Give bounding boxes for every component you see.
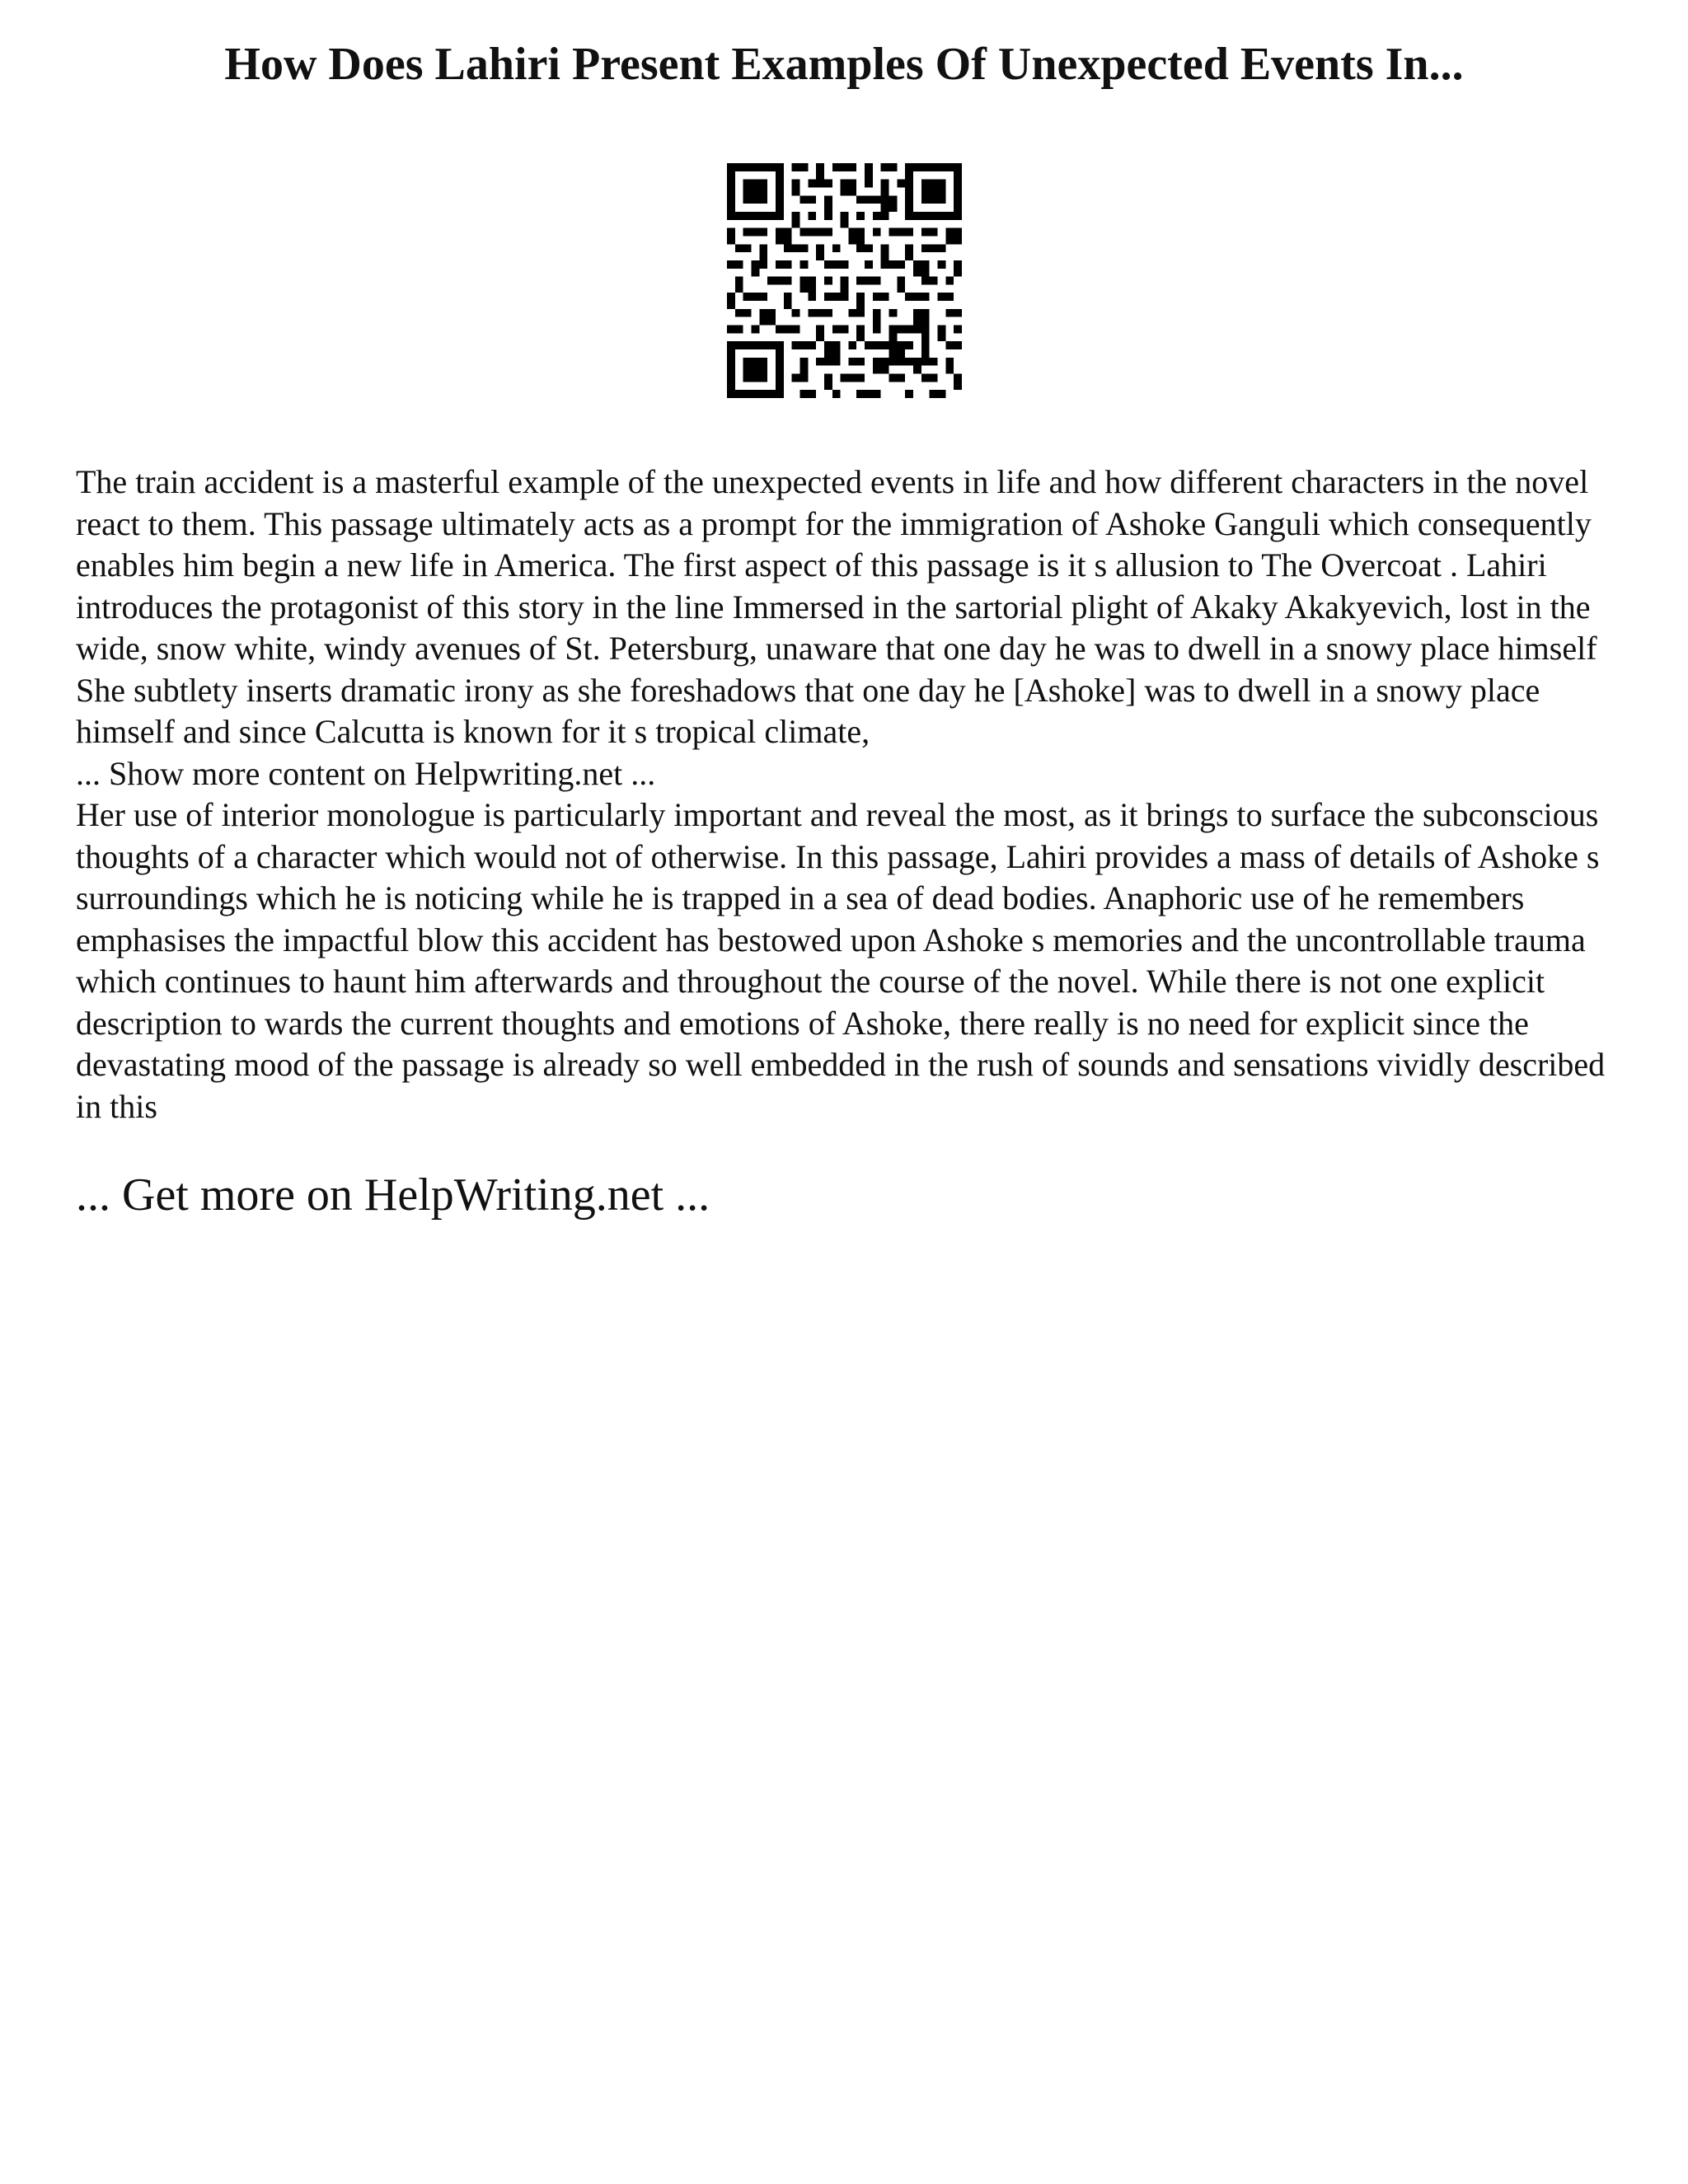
get-more-link[interactable]: ... Get more on HelpWriting.net ... xyxy=(76,1169,710,1221)
essay-paragraph-2: Her use of interior monologue is particularly important and reveal the most, as it brings to surface the subconscious thoughts of a character which would not of otherwise. In this passage, Lahiri provides a mass of details of Ashoke s surroundings which he is noticing while he is trapped in a sea of dead bodies. Anaphoric use of he remembers emphasises the impactful blow this accident has bestowed upon Ashoke s memories and the uncontrollable trauma which continues to haunt him afterwards and throughout the course of the novel. While there is not one explicit description to wards the current thoughts and emotions of Ashoke, there really is no need for explicit since the devastating mood of the passage is already so well embedded in the rush of sounds and sensations vividly described in this xyxy=(76,796,1606,1125)
qr-code-icon xyxy=(727,163,962,398)
essay-content xyxy=(76,462,1634,1127)
document-title: How Does Lahiri Present Examples Of Unexpected Events In... xyxy=(224,39,1464,90)
show-more-text[interactable]: ... Show more content on Helpwriting.net ... xyxy=(76,754,656,792)
essay-paragraph-1: The train accident is a masterful example of the unexpected events in life and how different characters in the novel react to them. This passage ultimately acts as a prompt for the immigration of Ashoke Ganguli which consequently enables him begin a new life in America. The first aspect of this passage is it s allusion to The Overcoat . Lahiri introduces the protagonist of this story in the line Immersed in the sartorial plight of Akaky Akakyevich, lost in the wide, snow white, windy avenues of St. Petersburg, unaware that one day he was to dwell in a snowy place himself She subtlety inserts dramatic irony as she foreshadows that one day he [Ashoke] was to dwell in a snowy place himself and since Calcutta is known for it s tropical climate, xyxy=(76,463,1597,750)
